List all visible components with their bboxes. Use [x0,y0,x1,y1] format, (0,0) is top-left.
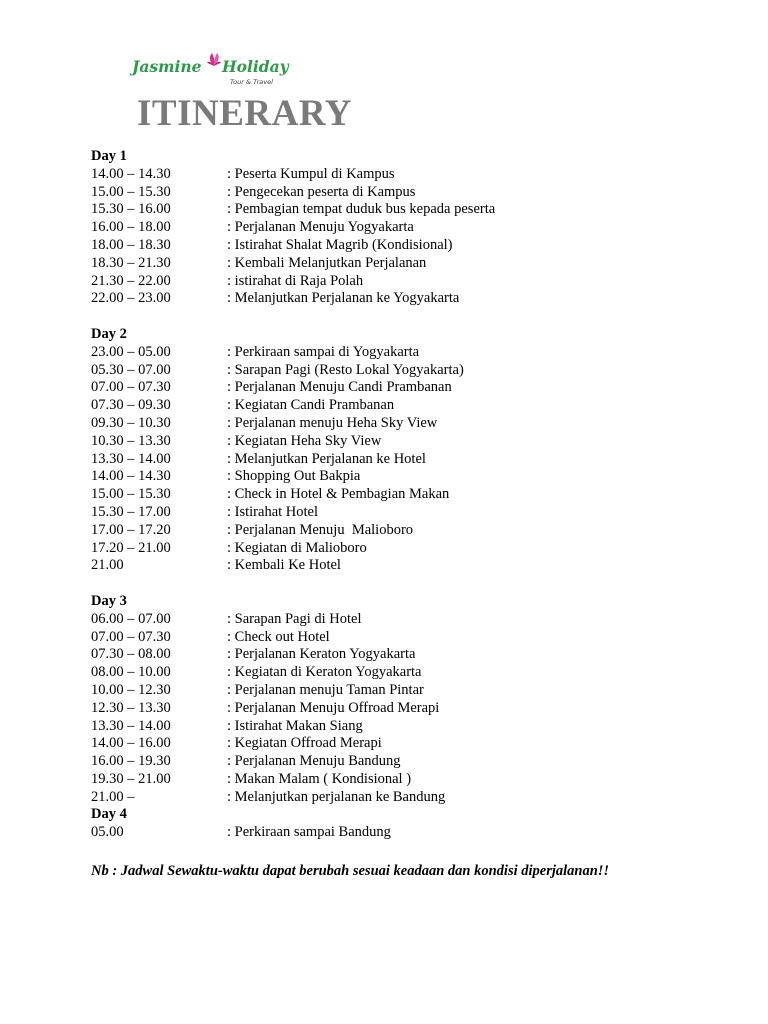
activity: : Perjalanan Keraton Yogyakarta [227,646,416,663]
activity: : Kembali Melanjutkan Perjalanan [227,254,427,271]
time-range: 14.00 – 16.00 [91,735,171,752]
schedule-row [91,237,711,255]
time-range: 06.00 – 07.00 [91,610,171,627]
company-logo [130,46,289,90]
time-range: 18.30 – 21.30 [91,254,171,271]
schedule-row [91,540,711,558]
time-range: 07.00 – 07.30 [91,628,171,645]
time-range: 21.00 [91,557,124,574]
schedule-row [91,397,711,415]
schedule-row [91,290,711,308]
schedule-row [91,433,711,451]
activity: : Sarapan Pagi di Hotel [227,610,362,627]
activity: : Sarapan Pagi (Resto Lokal Yogyakarta) [227,361,464,378]
time-range: 14.00 – 14.30 [91,165,171,182]
time-range: 07.00 – 07.30 [91,379,171,396]
time-range: 23.00 – 05.00 [91,343,171,360]
schedule-row [91,273,711,291]
time-range: 10.30 – 13.30 [91,432,171,449]
activity: : Perjalanan Menuju Offroad Merapi [227,699,440,716]
time-range: 15.00 – 15.30 [91,486,171,503]
activity: : Perjalanan Menuju Malioboro [227,521,414,538]
activity: : Perkiraan sampai di Yogyakarta [227,343,420,360]
time-range: 19.30 – 21.00 [91,770,171,787]
time-range: 17.20 – 21.00 [91,539,171,556]
schedule-row [91,184,711,202]
svg-text:Jasmine: Jasmine [132,57,202,76]
time-range: 07.30 – 09.30 [91,397,171,414]
activity: : istirahat di Raja Polah [227,272,364,289]
activity: : Kegiatan Offroad Merapi [227,735,382,752]
activity: : Istirahat Shalat Magrib (Kondisional) [227,236,453,253]
schedule-row [91,504,711,522]
day-label: Day 2 [91,325,127,342]
time-range: 21.00 – [91,788,135,805]
day-1-section [91,148,711,308]
activity: : Check out Hotel [227,628,330,645]
activity: : Kembali Ke Hotel [227,557,341,574]
schedule-row [91,486,711,504]
activity: : Melanjutkan perjalanan ke Bandung [227,788,446,805]
time-range: 18.00 – 18.30 [91,236,171,253]
activity: : Check in Hotel & Pembagian Makan [227,486,450,503]
schedule-row [91,753,711,771]
time-range: 15.30 – 16.00 [91,201,171,218]
time-range: 05.30 – 07.00 [91,361,171,378]
itinerary-list [91,148,711,842]
time-range: 12.30 – 13.30 [91,699,171,716]
time-range: 14.00 – 14.30 [91,468,171,485]
activity: : Perjalanan Menuju Candi Prambanan [227,379,452,396]
schedule-row [91,166,711,184]
schedule-row [91,789,711,807]
activity: : Shopping Out Bakpia [227,468,361,485]
activity: : Kegiatan Candi Prambanan [227,397,395,414]
time-range: 16.00 – 18.00 [91,219,171,236]
schedule-row [91,771,711,789]
schedule-row [91,201,711,219]
activity: : Melanjutkan Perjalanan ke Yogyakarta [227,290,460,307]
time-range: 13.30 – 14.00 [91,717,171,734]
schedule-row [91,255,711,273]
schedule-row [91,824,711,842]
schedule-note: Nb : Jadwal Sewaktu-waktu dapat berubah sesuai keadaan dan kondisi diperjalanan!! [91,863,610,879]
schedule-row [91,718,711,736]
time-range: 15.00 – 15.30 [91,183,171,200]
time-range: 17.00 – 17.20 [91,521,171,538]
activity: : Istirahat Hotel [227,503,319,520]
schedule-row [91,415,711,433]
day-4-section [91,806,711,842]
jasmine-holiday-logo [130,46,289,90]
schedule-row [91,646,711,664]
activity: : Perjalanan menuju Heha Sky View [227,414,438,431]
schedule-row [91,379,711,397]
activity: : Perjalanan Menuju Yogyakarta [227,219,414,236]
activity: : Kegiatan di Keraton Yogyakarta [227,664,422,681]
schedule-row [91,700,711,718]
schedule-row [91,451,711,469]
time-range: 15.30 – 17.00 [91,503,171,520]
activity: : Pengecekan peserta di Kampus [227,183,416,200]
time-range: 08.00 – 10.00 [91,664,171,681]
time-range: 13.30 – 14.00 [91,450,171,467]
time-range: 09.30 – 10.30 [91,414,171,431]
activity: : Perjalanan menuju Taman Pintar [227,681,424,698]
schedule-row [91,611,711,629]
day-3-section [91,593,711,807]
activity: : Makan Malam ( Kondisional ) [227,770,412,787]
activity: : Istirahat Makan Siang [227,717,363,734]
day-label: Day 4 [91,806,127,823]
schedule-row [91,344,711,362]
schedule-row [91,557,711,575]
schedule-row [91,362,711,380]
day-label: Day 3 [91,592,127,609]
activity: : Perjalanan Menuju Bandung [227,753,401,770]
time-range: 10.00 – 12.30 [91,681,171,698]
svg-text:Holiday: Holiday [222,57,289,76]
svg-text:Tour & Travel: Tour & Travel [230,78,273,86]
schedule-row [91,219,711,237]
flower-icon [207,53,221,66]
activity: : Peserta Kumpul di Kampus [227,165,395,182]
activity: : Melanjutkan Perjalanan ke Hotel [227,450,426,467]
activity: : Perkiraan sampai Bandung [227,824,391,841]
page-title: ITINERARY [137,93,352,134]
activity: : Kegiatan Heha Sky View [227,432,382,449]
time-range: 16.00 – 19.30 [91,753,171,770]
day-label: Day 1 [91,148,127,164]
schedule-row [91,629,711,647]
schedule-row [91,735,711,753]
time-range: 07.30 – 08.00 [91,646,171,663]
time-range: 05.00 [91,824,124,841]
schedule-row [91,664,711,682]
activity: : Kegiatan di Malioboro [227,539,367,556]
activity: : Pembagian tempat duduk bus kepada peserta [227,201,496,218]
schedule-row [91,468,711,486]
time-range: 22.00 – 23.00 [91,290,171,307]
time-range: 21.30 – 22.00 [91,272,171,289]
day-2-section [91,326,711,575]
schedule-row [91,682,711,700]
schedule-row [91,522,711,540]
